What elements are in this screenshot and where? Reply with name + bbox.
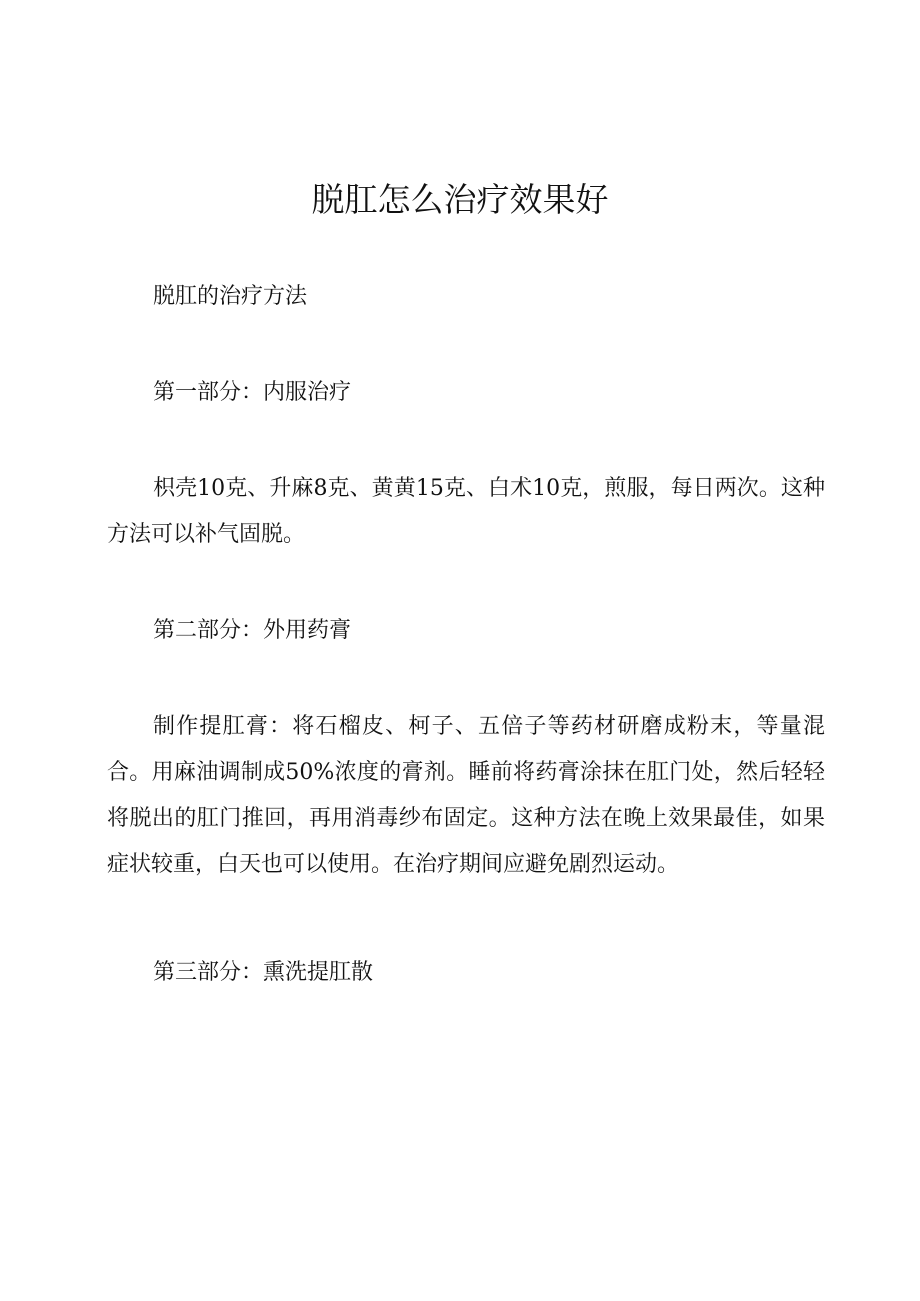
page-title: 脱肛怎么治疗效果好 xyxy=(311,180,609,219)
paragraph-external-ointment: 制作提肛膏：将石榴皮、柯子、五倍子等药材研磨成粉末，等量混合。用麻油调制成50%浓度的膏剂。睡前将药膏涂抹在肛门处，然后轻轻将脱出的肛门推回，再用消毒纱布固定。这种方法在晚上效果最佳，如果症状较重，白天也可以使用。在治疗期间应避免剧烈运动。 xyxy=(107,714,825,877)
section-heading-part-three: 第三部分：熏洗提肛散 xyxy=(153,960,374,985)
section-heading-treatment-methods: 脱肛的治疗方法 xyxy=(153,284,308,309)
section-heading-part-one: 第一部分：内服治疗 xyxy=(153,380,352,405)
paragraph-oral-treatment: 枳壳10克、升麻8克、黄黄15克、白术10克，煎服，每日两次。这种方法可以补气固脱。 xyxy=(107,476,825,547)
section-heading-part-two: 第二部分：外用药膏 xyxy=(153,618,352,643)
